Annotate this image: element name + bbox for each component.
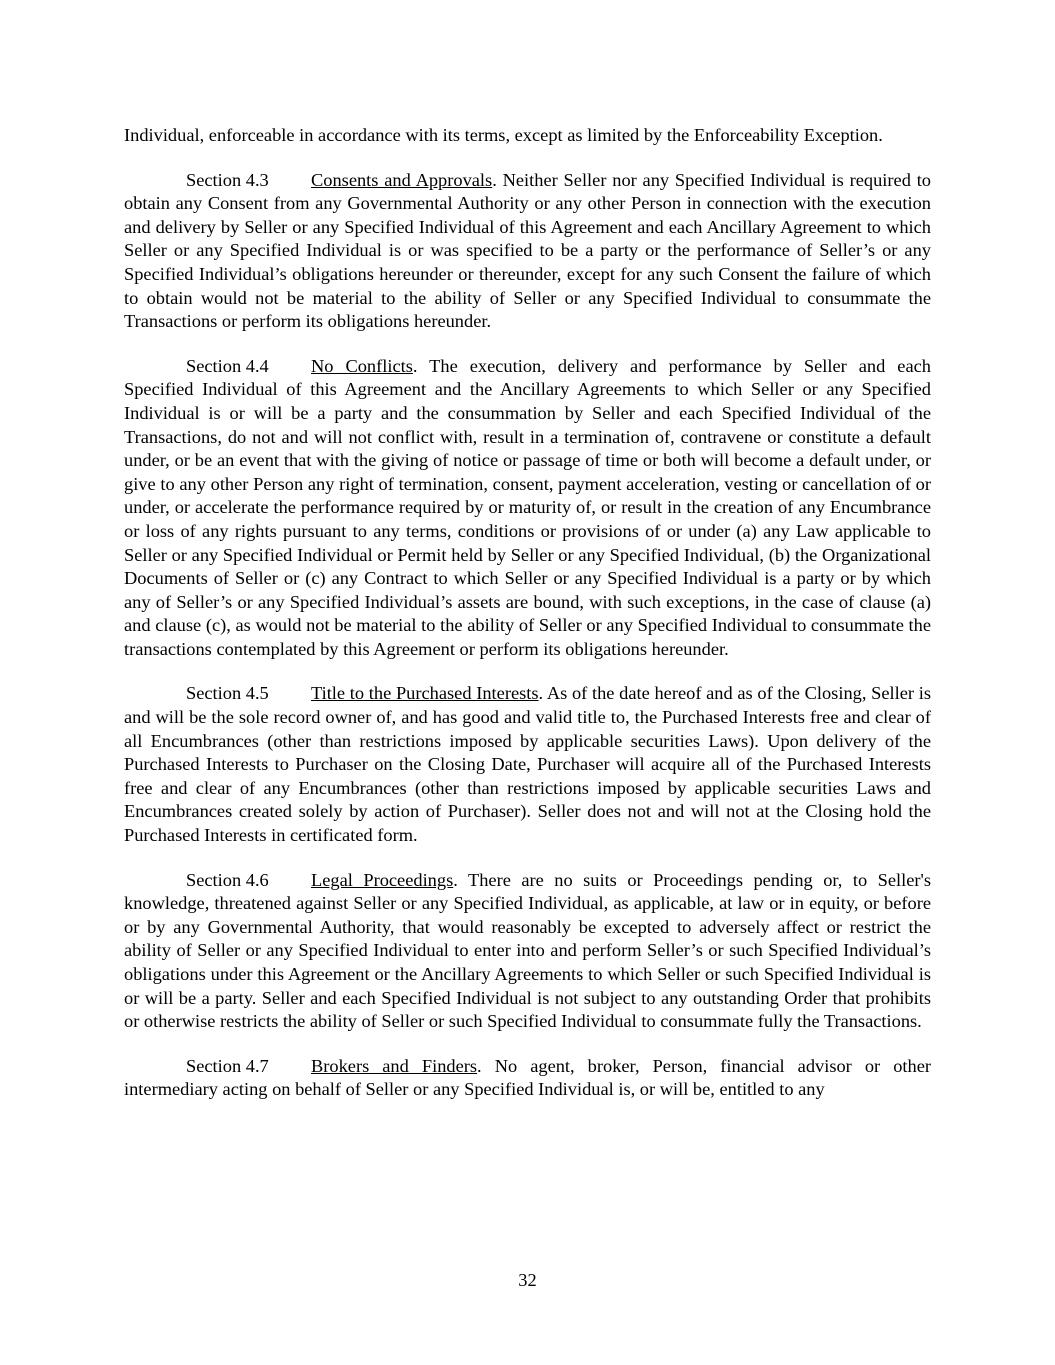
section-number: Section 4.6 — [186, 869, 269, 890]
section-title: Brokers and Finders — [311, 1055, 478, 1076]
section-4-6 — [124, 869, 931, 1034]
section-4-5 — [124, 682, 931, 847]
section-4-4 — [124, 355, 931, 662]
section-4-7 — [124, 1055, 931, 1102]
section-body: . There are no suits or Proceedings pending or, to Seller's knowledge, threatened against Seller or any Specified Individual, as applicable, at law or in equity, or before or by any Governmental Authority, that would reasonably be excepted to adversely affect or restrict the ability of Seller or any Specified Individual to enter into and perform Seller’s or such Specified Individual’s obligations under this Agreement or the Ancillary Agreements to which Seller or such Specified Individual is or will be a party. Seller and each Specified Individual is not subject to any outstanding Order that prohibits or otherwise restricts the ability of Seller or such Specified Individual to consummate fully the Transactions. — [124, 869, 931, 1032]
section-number: Section 4.7 — [186, 1055, 269, 1076]
section-body: . Neither Seller nor any Specified Individual is required to obtain any Consent from any Governmental Authority or any other Person in connection with the execution and delivery by Seller or any Specified Individual of this Agreement and each Ancillary Agreement to which Seller or any Specified Individual is or was specified to be a party or the performance of Seller’s or any Specified Individual’s obligations hereunder or thereunder, except for any such Consent the failure of which to obtain would not be material to the ability of Seller or any Specified Individual to consummate the Transactions or perform its obligations hereunder. — [124, 169, 931, 332]
section-number: Section 4.4 — [186, 355, 269, 376]
section-title: Consents and Approvals — [311, 169, 493, 190]
section-title: Legal Proceedings — [311, 869, 454, 890]
section-body: . As of the date hereof and as of the Closing, Seller is and will be the sole record owner of, and has good and valid title to, the Purchased Interests free and clear of all Encumbrances (other than restrictions imposed by applicable securities Laws). Upon delivery of the Purchased Interests to Purchaser on the Closing Date, Purchaser will acquire all of the Purchased Interests free and clear of any Encumbrances (other than restrictions imposed by applicable securities Laws and Encumbrances created solely by action of Purchaser). Seller does not and will not at the Closing hold the Purchased Interests in certificated form. — [124, 683, 931, 846]
section-body: . The execution, delivery and performance by Seller and each Specified Individual of this Agreement and the Ancillary Agreements to which Seller or any Specified Individual is or will be a party and the consummation by Seller and each Specified Individual of the Transactions, do not and will not conflict with, result in a termination of, contravene or constitute a default under, or be an event that with the giving of notice or passage of time or both will become a default under, or give to any other Person any right of termination, consent, payment acceleration, vesting or cancellation of or under, or accelerate the performance required by or maturity of, or result in the creation of any Encumbrance or loss of any rights pursuant to any terms, conditions or provisions of or under (a) any Law applicable to Seller or any Specified Individual or Permit held by Seller or any Specified Individual, (b) the Organizational Documents of Seller or (c) any Contract to which Seller or any Specified Individual is a party or by which any of Seller’s or any Specified Individual’s assets are bound, with such exceptions, in the case of clause (a) and clause (c), as would not be material to the ability of Seller or any Specified Individual to consummate the transactions contemplated by this Agreement or perform its obligations hereunder. — [124, 355, 931, 659]
continuation-paragraph: Individual, enforceable in accordance with its terms, except as limited by the Enforceability Exception. — [124, 125, 883, 145]
section-4-3 — [124, 169, 931, 334]
document-body — [124, 124, 931, 1123]
section-title: Title to the Purchased Interests — [311, 683, 539, 704]
section-number: Section 4.5 — [186, 683, 269, 704]
page-number: 32 — [518, 1270, 537, 1290]
section-title: No Conflicts — [311, 355, 413, 376]
section-number: Section 4.3 — [186, 169, 269, 190]
section-body: . No agent, broker, Person, financial advisor or other intermediary acting on behalf of Seller or any Specified Individual is, or will be, entitled to any — [124, 1055, 931, 1100]
